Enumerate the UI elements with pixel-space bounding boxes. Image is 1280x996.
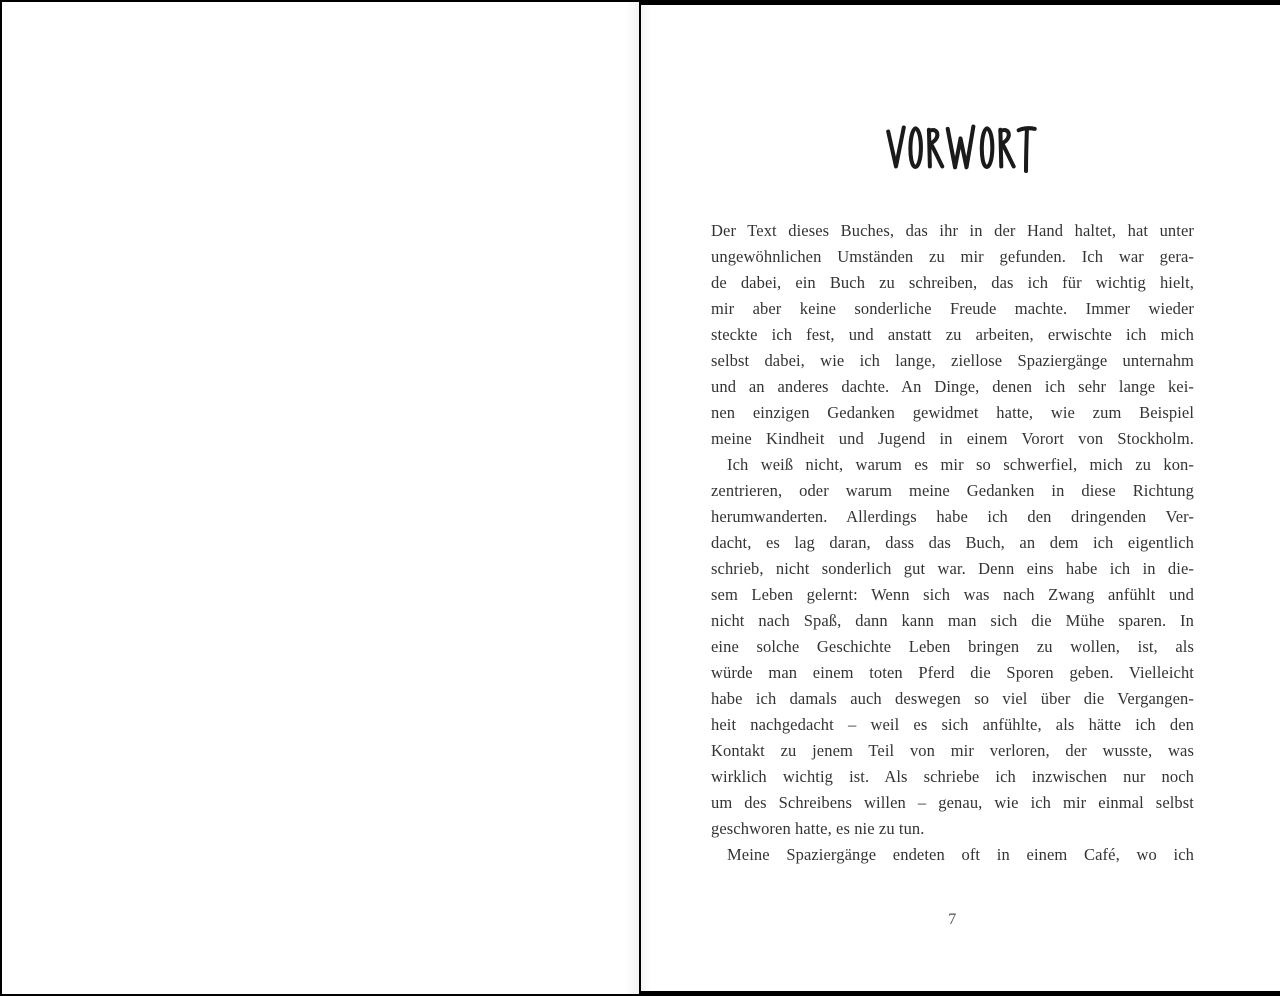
text-line: heit nachgedacht – weil es sich anfühlte, als hätte ich den <box>711 715 1194 734</box>
text-line: wirklich wichtig ist. Als schriebe ich inzwischen nur noch <box>711 767 1194 786</box>
scan-edge-bottom-right <box>641 991 1280 996</box>
text-line: um des Schreibens willen – genau, wie ich mir einmal selbst <box>711 793 1194 812</box>
text-line: würde man einem toten Pferd die Sporen geben. Vielleicht <box>711 663 1194 682</box>
text-line: nicht nach Spaß, dann kann man sich die Mühe sparen. In <box>711 611 1194 630</box>
text-line: eine solche Geschichte Leben bringen zu wollen, ist, als <box>711 637 1194 656</box>
text-line: selbst dabei, wie ich lange, ziellose Spaziergänge unternahm <box>711 351 1194 370</box>
handwritten-title-lettering <box>885 123 1037 175</box>
chapter-title-text <box>1037 123 1038 124</box>
text-line: Kontakt zu jenem Teil von mir verloren, der wusste, was <box>711 741 1194 760</box>
scan-edge-top-left <box>0 0 639 2</box>
text-line: dacht, es lag daran, dass das Buch, an dem ich eigentlich <box>711 533 1194 552</box>
text-line: de dabei, ein Buch zu schreiben, das ich für wichtig hielt, <box>711 273 1194 292</box>
text-line: zentrieren, oder warum meine Gedanken in diese Richtung <box>711 481 1194 500</box>
right-page <box>641 0 1280 996</box>
scan-edge-left <box>0 0 2 996</box>
text-line: Meine Spaziergänge endeten oft in einem Café, wo ich <box>727 845 1194 864</box>
page-gutter-divider <box>639 0 641 996</box>
text-line: ungewöhnlichen Umständen zu mir gefunden. Ich war gera- <box>711 247 1194 266</box>
text-line: Der Text dieses Buches, das ihr in der Hand haltet, hat unter <box>711 221 1194 240</box>
text-line: steckte ich fest, und anstatt zu arbeiten, erwischte ich mich <box>711 325 1194 344</box>
text-line: Ich weiß nicht, warum es mir so schwerfiel, mich zu kon- <box>727 455 1194 474</box>
text-line: meine Kindheit und Jugend in einem Vorort von Stockholm. <box>711 429 1194 448</box>
text-line: schrieb, nicht sonderlich gut war. Denn eins habe ich in die- <box>711 559 1194 578</box>
text-line: sem Leben gelernt: Wenn sich was nach Zwang anfühlt und <box>711 585 1194 604</box>
text-line: herumwanderten. Allerdings habe ich den dringenden Ver- <box>711 507 1194 526</box>
scan-edge-top-right <box>641 0 1280 5</box>
gutter-shade <box>625 0 639 996</box>
text-line: nen einzigen Gedanken gewidmet hatte, wie zum Beispiel <box>711 403 1194 422</box>
body-text <box>711 218 1194 868</box>
text-line: mir aber keine sonderliche Freude machte. Immer wieder <box>711 299 1194 318</box>
text-line: habe ich damals auch deswegen so viel über die Vergangen- <box>711 689 1194 708</box>
text-line: geschworen hatte, es nie zu tun. <box>711 819 925 838</box>
gutter-shade <box>641 0 651 996</box>
page-number: 7 <box>948 911 957 928</box>
left-page-blank <box>0 0 639 996</box>
chapter-title <box>885 123 1037 175</box>
text-line: und an anderes dachte. An Dinge, denen ich sehr lange kei- <box>711 377 1194 396</box>
